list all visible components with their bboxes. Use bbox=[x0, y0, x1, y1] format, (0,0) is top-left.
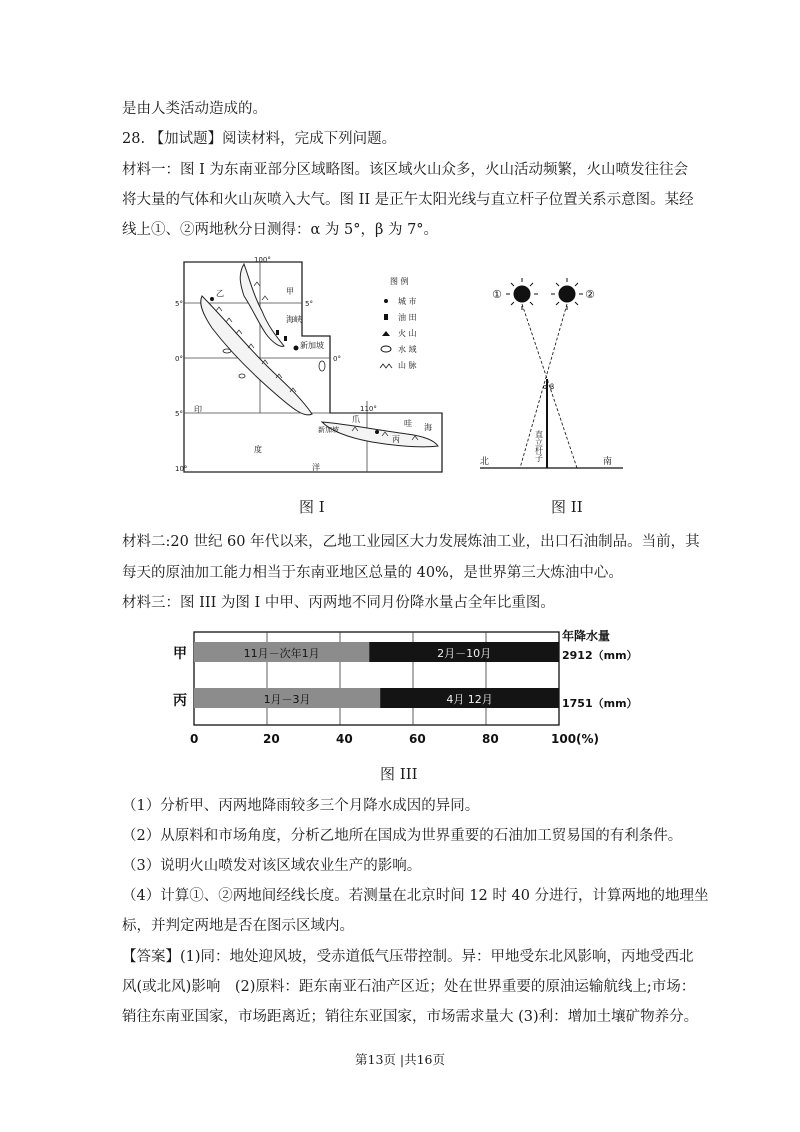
lon-label-110: 110° bbox=[360, 405, 377, 413]
x-tick-label: 40 bbox=[336, 732, 353, 746]
sun-label-2: ② bbox=[585, 288, 595, 301]
figure-1-caption: 图 I bbox=[299, 498, 325, 516]
x-tick-label: 0 bbox=[190, 732, 199, 746]
material-1-line-1: 材料一：图 I 为东南亚部分区域略图。该区域火山众多，火山活动频繁，火山喷发往往会 bbox=[122, 162, 688, 178]
legend-title: 图 例 bbox=[390, 277, 409, 286]
place-yang: 洋 bbox=[312, 463, 320, 472]
x-tick-label: 20 bbox=[263, 732, 280, 746]
figure-3-chart bbox=[170, 625, 640, 750]
answer-line-2: 风(或北风)影响 (2)原料：距东南亚石油产区近；处在世界重要的原油运输航线上;市场： bbox=[122, 979, 696, 995]
bar-segment-label: 2月－10月 bbox=[437, 647, 492, 660]
figure-3-caption: 图 III bbox=[380, 765, 418, 783]
bar-segment-label: 4月 12月 bbox=[446, 693, 493, 706]
material-2-line-2: 每天的原油加工能力相当于东南亚地区总量的 40%，是世界第三大炼油中心。 bbox=[122, 565, 623, 581]
row-label-bing: 丙 bbox=[173, 693, 187, 709]
figure-2-sun-pole bbox=[475, 274, 625, 474]
page-footer: 第13页 |共16页 bbox=[355, 1052, 445, 1067]
place-wa: 哇 bbox=[404, 419, 412, 428]
question-28-title: 28. 【加试题】阅读材料，完成下列问题。 bbox=[122, 131, 397, 147]
place-strait: 海峡 bbox=[286, 315, 302, 324]
x-tick-label: 100(%) bbox=[551, 732, 600, 746]
place-jia: 甲 bbox=[286, 287, 294, 296]
svg-text:α β: α β bbox=[543, 383, 555, 391]
annual-jia: 2912（mm） bbox=[562, 649, 638, 662]
lat-label-5n: 5° bbox=[175, 300, 183, 308]
ground-south: 南 bbox=[603, 457, 613, 467]
place-du: 度 bbox=[254, 445, 262, 454]
lat-label-0: 0° bbox=[175, 355, 183, 363]
inner-lat-label-0: 0° bbox=[333, 355, 341, 363]
sun-label-1: ① bbox=[492, 288, 502, 301]
figure-2-caption: 图 II bbox=[551, 498, 583, 516]
question-3: （3）说明火山喷发对该区域农业生产的影响。 bbox=[122, 858, 422, 874]
inner-lat-label-5n: 5° bbox=[305, 300, 313, 308]
place-yi: 乙 bbox=[216, 289, 224, 298]
material-1-line-2: 将大量的气体和火山灰喷入大气。图 II 是正午太阳光线与直立杆子位置关系示意图。某经 bbox=[122, 192, 694, 208]
place-singapore-2: 新加坡 bbox=[318, 426, 339, 434]
bar-segment-label: 1月－3月 bbox=[263, 693, 311, 706]
bar-segment-label: 11月－次年1月 bbox=[243, 647, 320, 660]
place-hai: 海 bbox=[424, 423, 432, 432]
material-1-line-3: 线上①、②两地秋分日测得：α 为 5°，β 为 7°。 bbox=[122, 222, 439, 238]
figure-1-map bbox=[172, 256, 448, 478]
material-2-line-1: 材料二:20 世纪 60 年代以来，乙地工业园区大力发展炼油工业，出口石油制品。当前，其 bbox=[122, 534, 700, 550]
legend-city: 城 市 bbox=[398, 297, 417, 306]
material-3-line: 材料三：图 III 为图 I 中甲、丙两地不同月份降水量占全年比重图。 bbox=[122, 595, 555, 611]
place-singapore: 新加坡 bbox=[300, 341, 324, 350]
answer-line-1: 【答案】(1)同：地处迎风坡，受赤道低气压带控制。异：甲地受东北风影响，丙地受西北 bbox=[122, 949, 694, 965]
legend-water: 水 域 bbox=[398, 345, 417, 354]
annual-header: 年降水量 bbox=[562, 629, 611, 643]
legend-mountain: 山 脉 bbox=[398, 361, 417, 370]
lon-label-100: 100° bbox=[254, 256, 271, 264]
x-tick-label: 60 bbox=[409, 732, 426, 746]
place-yin: 印 bbox=[194, 405, 202, 414]
question-2: （2）从原料和市场角度，分析乙地所在国成为世界重要的石油加工贸易国的有利条件。 bbox=[122, 828, 683, 844]
annual-bing: 1751（mm） bbox=[562, 697, 638, 710]
question-1: （1）分析甲、丙两地降雨较多三个月降水成因的异同。 bbox=[122, 798, 480, 814]
row-label-jia: 甲 bbox=[173, 646, 187, 662]
lat-label-10s: 10° bbox=[175, 465, 188, 473]
answer-line-3: 销往东南亚国家，市场距离近；销往东亚国家，市场需求量大 (3)利：增加土壤矿物养分。 bbox=[122, 1009, 699, 1025]
x-tick-label: 80 bbox=[482, 732, 499, 746]
place-zhua: 爪 bbox=[352, 415, 360, 424]
pole-label: 直立杆子 bbox=[534, 430, 544, 462]
place-bing: 丙 bbox=[392, 435, 400, 444]
legend-oilfield: 油 田 bbox=[398, 313, 417, 322]
legend-volcano: 火 山 bbox=[398, 329, 417, 338]
lat-label-5s: 5° bbox=[175, 410, 183, 418]
text-line-1: 是由人类活动造成的。 bbox=[122, 101, 267, 117]
ground-north: 北 bbox=[480, 457, 490, 467]
question-4-line-2: 标，并判定两地是否在图示区域内。 bbox=[122, 918, 354, 934]
question-4-line-1: （4）计算①、②两地间经线长度。若测量在北京时间 12 时 40 分进行，计算两地的地理坐 bbox=[122, 888, 709, 904]
